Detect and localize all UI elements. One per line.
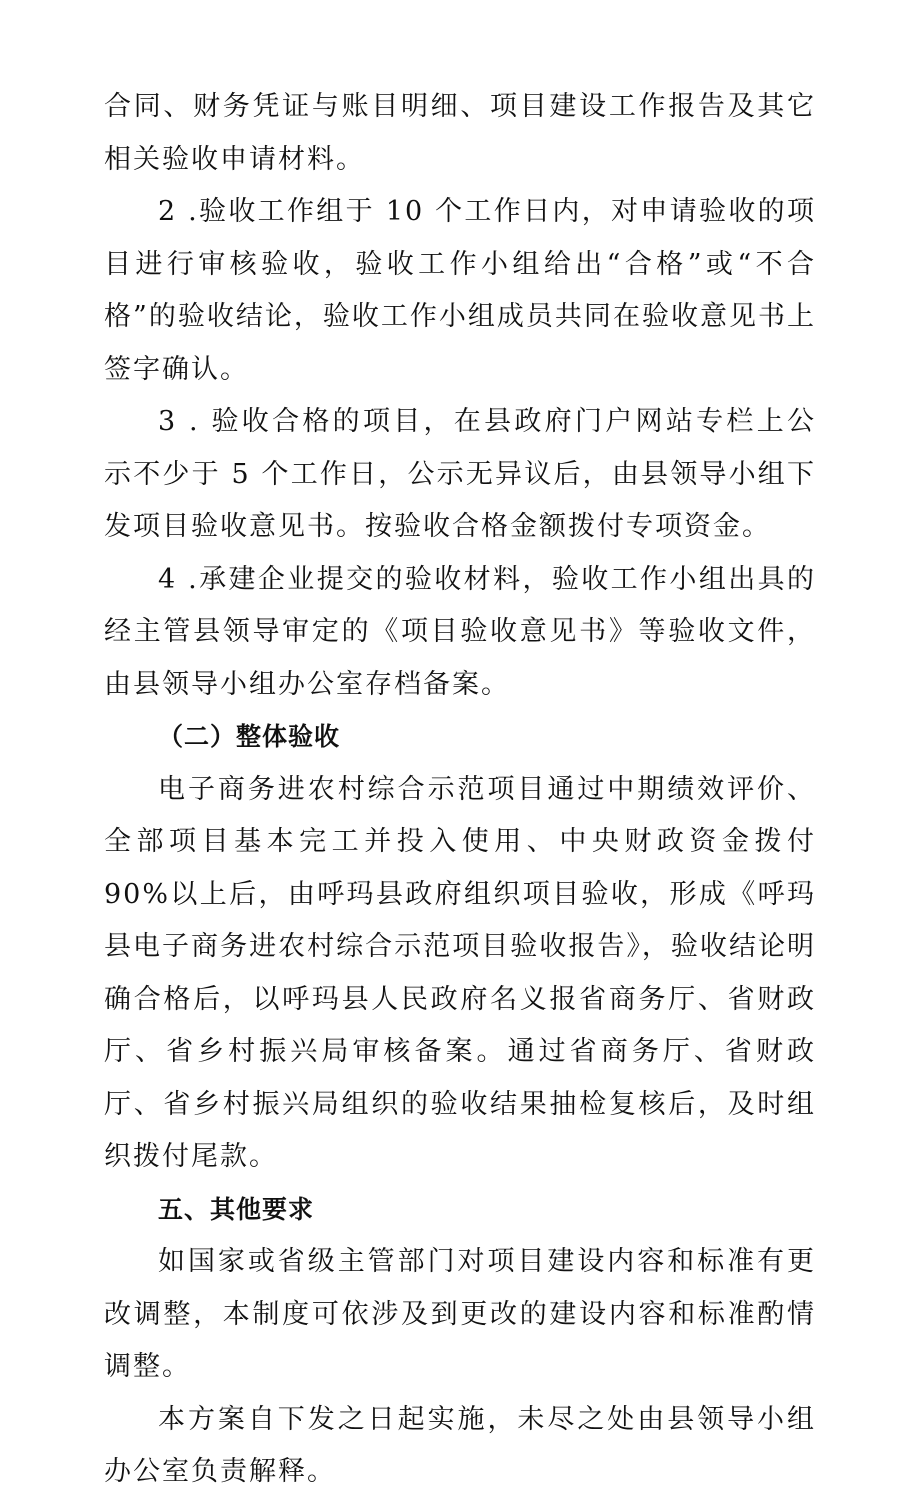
paragraph-implementation: 本方案自下发之日起实施，未尽之处由县领导小组办公室负责解释。	[104, 1403, 816, 1487]
paragraph-item-4: 4 .承建企业提交的验收材料，验收工作小组出具的经主管县领导审定的《项目验收意见书》等验收文件，由县领导小组办公室存档备案。	[104, 563, 816, 700]
section-heading-other-requirements: 五、其他要求	[158, 1194, 315, 1224]
paragraph-overall-acceptance: 电子商务进农村综合示范项目通过中期绩效评价、全部项目基本完工并投入使用、中央财政资金拨付 90%以上后，由呼玛县政府组织项目验收，形成《呼玛县电子商务进农村综合示范项目验收报告》，验收结论明确合格后，以呼玛县人民政府名义报省商务厅、省财政厅、省乡村振兴局审核备案。通过省商务厅、省财政厅、省乡村振兴局组织的验收结果抽检复核后，及时组织拨付尾款。	[104, 773, 816, 1172]
paragraph-item-3: 3 . 验收合格的项目，在县政府门户网站专栏上公示不少于 5 个工作日，公示无异议后，由县领导小组下发项目验收意见书。按验收合格金额拨付专项资金。	[104, 406, 816, 542]
paragraph-item-2: 2 .验收工作组于 10 个工作日内，对申请验收的项目进行审核验收，验收工作小组给出“合格”或“不合格”的验收结论，验收工作小组成员共同在验收意见书上签字确认。	[104, 196, 816, 385]
paragraph-adjustment: 如国家或省级主管部门对项目建设内容和标准有更改调整，本制度可依涉及到更改的建设内容和标准酌情调整。	[104, 1246, 816, 1382]
section-subheading-overall-acceptance: （二）整体验收	[158, 722, 341, 751]
paragraph-continuation: 合同、财务凭证与账目明细、项目建设工作报告及其它相关验收申请材料。	[104, 91, 816, 175]
